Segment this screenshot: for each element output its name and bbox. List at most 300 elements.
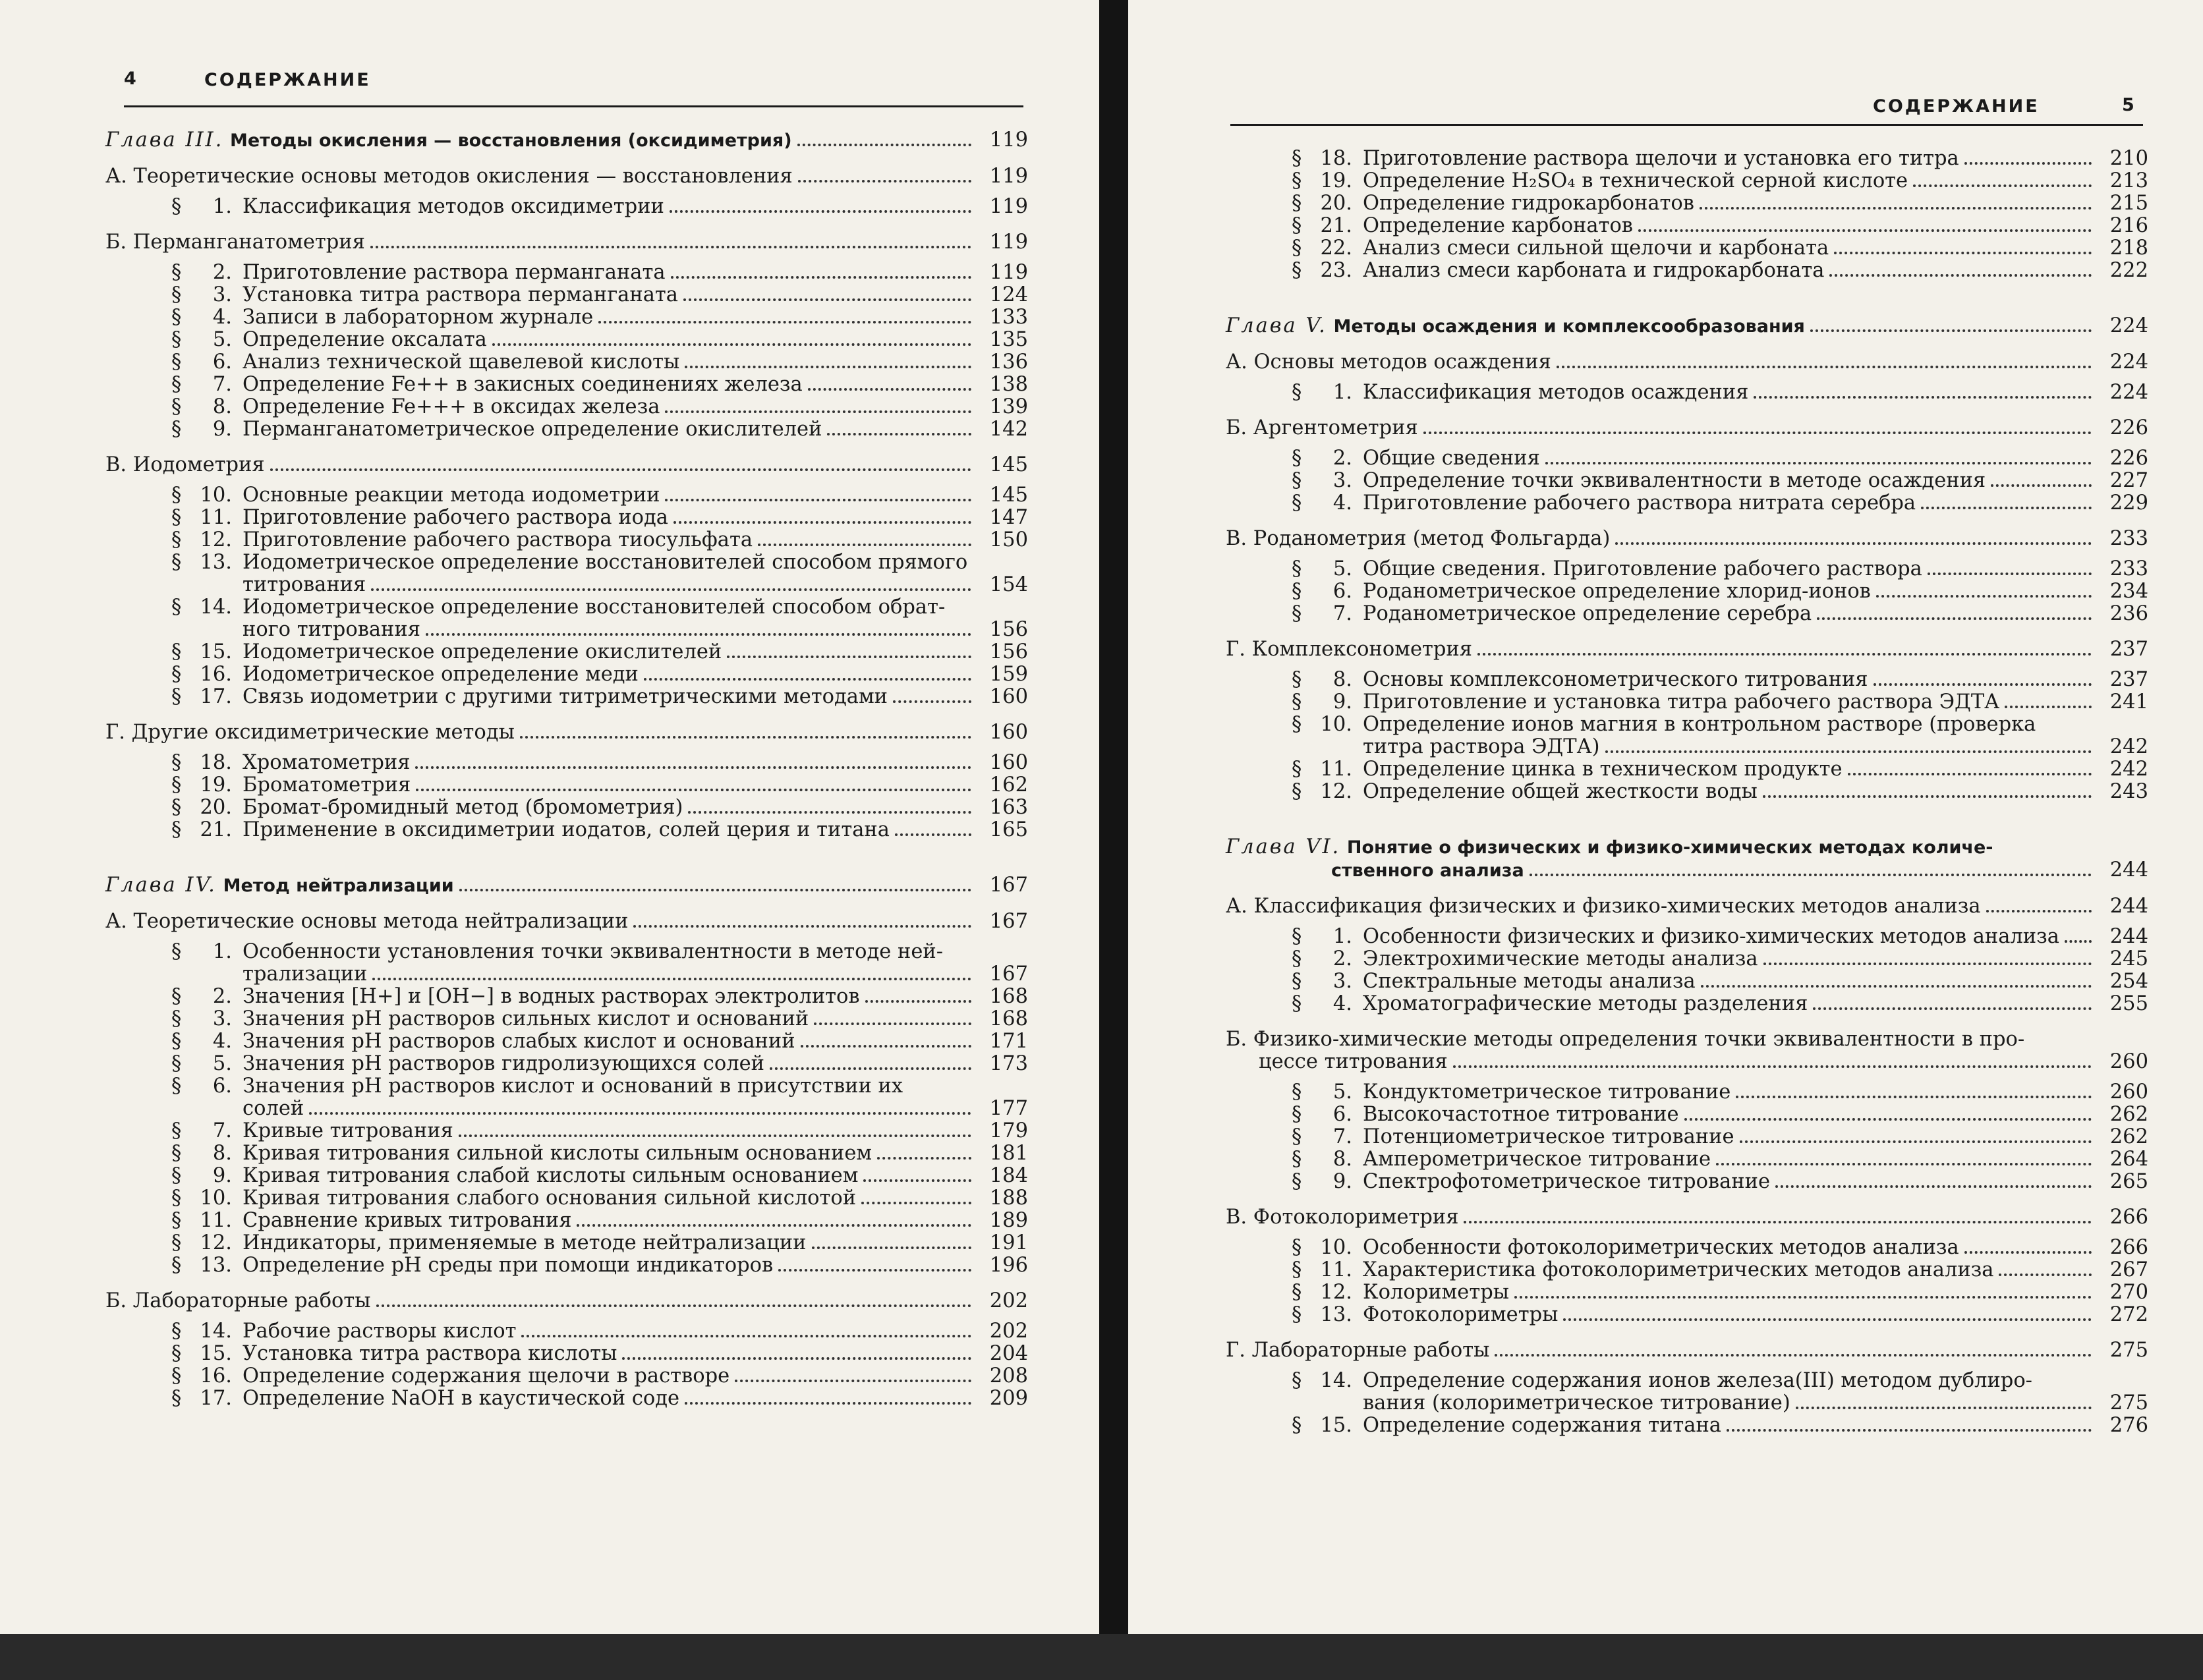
toc-section — [1226, 148, 2148, 170]
section-title: вания (колориметрическое титрование) — [1363, 1391, 1790, 1414]
toc-section — [1226, 1148, 2148, 1171]
section-line — [1363, 170, 2148, 192]
section-symbol: § — [171, 1164, 182, 1187]
section-list — [1226, 447, 2148, 515]
section-title: Особенности фотоколориметрических методов анализа — [1363, 1236, 1959, 1259]
section-body — [243, 418, 1028, 441]
toc-section — [105, 1075, 1028, 1120]
section-line — [1363, 1392, 2148, 1414]
section-title: Классификация методов оксидиметрии — [243, 195, 664, 218]
section-body — [1363, 1370, 2148, 1414]
section-symbol: § — [1292, 713, 1302, 736]
toc-section — [1226, 215, 2148, 237]
section-line — [243, 1142, 1028, 1165]
dot-leader — [416, 775, 971, 791]
chapter-title: Методы окисления — восстановления (оксидиметрия) — [229, 130, 792, 151]
page-ref: 173 — [989, 1052, 1028, 1075]
group-title: А. Основы методов осаждения — [1226, 350, 1551, 374]
toc-section — [105, 1320, 1028, 1343]
dot-leader — [1913, 171, 2092, 187]
dot-leader — [1817, 603, 2092, 620]
group-heading-cont — [1226, 1051, 2148, 1073]
page-ref: 177 — [989, 1097, 1028, 1120]
group-title: А. Теоретические основы метода нейтрализации — [105, 910, 629, 933]
toc-chapter — [1226, 836, 2148, 1437]
group-heading — [1226, 417, 2148, 439]
section-line — [243, 396, 1028, 418]
toc-section — [1226, 260, 2148, 282]
section-title: Кривая титрования слабого основания сильной кислотой — [243, 1187, 857, 1210]
section-body — [1363, 492, 2148, 515]
dot-leader — [1701, 971, 2092, 988]
toc-section — [1226, 558, 2148, 580]
section-number: 21. — [1320, 214, 1352, 237]
dot-leader — [270, 455, 971, 471]
dot-leader — [1921, 493, 2092, 509]
section-line — [243, 574, 1028, 596]
section-line — [1363, 492, 2148, 515]
section-symbol: § — [171, 484, 182, 507]
section-body — [243, 306, 1028, 329]
section-number: 9. — [212, 1164, 232, 1187]
page-ref: 150 — [989, 528, 1028, 551]
section-body — [243, 1210, 1028, 1232]
section-number: 20. — [200, 796, 232, 819]
section-symbol: § — [1292, 1369, 1302, 1392]
group-heading — [1226, 1028, 2148, 1051]
dot-leader — [2005, 692, 2092, 708]
dot-leader — [1964, 148, 2092, 165]
section-symbol: § — [1292, 214, 1302, 237]
page-ref: 266 — [2109, 1236, 2148, 1259]
section-number: 12. — [200, 528, 232, 551]
dot-leader — [798, 166, 971, 182]
section-title: Определение оксалата — [243, 328, 487, 351]
toc-chapter — [1226, 315, 2148, 803]
scan-bottom-edge — [0, 1634, 2203, 1680]
dot-leader — [1874, 669, 2092, 686]
section-symbol: § — [1292, 925, 1302, 948]
section-line — [243, 686, 1028, 708]
group-title: Б. Аргентометрия — [1226, 416, 1418, 439]
section-line — [243, 306, 1028, 329]
right-table-of-contents — [1226, 148, 2148, 1437]
section-body — [1363, 148, 2148, 170]
chapter-heading — [1226, 315, 2148, 338]
section-number: 4. — [1332, 491, 1352, 515]
section-title: Приготовление рабочего раствора нитрата серебра — [1363, 491, 1916, 515]
section-body — [1363, 192, 2148, 215]
section-body — [1363, 1414, 2148, 1437]
toc-section — [1226, 1370, 2148, 1414]
toc-section — [105, 641, 1028, 663]
dot-leader — [1834, 238, 2092, 254]
section-title: Бромат-бромидный метод (бромометрия) — [243, 796, 683, 819]
section-title: Электрохимические методы анализа — [1363, 947, 1758, 970]
section-body — [243, 507, 1028, 529]
page-ref: 167 — [989, 963, 1028, 986]
dot-leader — [1754, 382, 2092, 399]
section-symbol: § — [1292, 557, 1302, 580]
section-number: 1. — [1332, 381, 1352, 404]
section-body — [1363, 714, 2148, 758]
right-header-rule — [1230, 124, 2143, 126]
dot-leader — [685, 352, 971, 368]
group-heading — [1226, 528, 2148, 550]
section-symbol: § — [171, 528, 182, 551]
section-body — [243, 1254, 1028, 1277]
page-ref: 224 — [2109, 350, 2148, 374]
page-ref: 154 — [989, 573, 1028, 596]
dot-leader — [1514, 1282, 2092, 1299]
page-ref: 275 — [2109, 1391, 2148, 1414]
section-number: 8. — [212, 1142, 232, 1165]
section-list — [105, 262, 1028, 441]
section-symbol: § — [171, 1254, 182, 1277]
group-title: Г. Комплексонометрия — [1226, 638, 1472, 661]
section-line — [1363, 381, 2148, 404]
dot-leader — [1423, 418, 2092, 434]
section-list — [1226, 1370, 2148, 1437]
section-number: 23. — [1320, 259, 1352, 282]
page-ref: 241 — [2109, 690, 2148, 714]
dot-leader — [1964, 1237, 2092, 1254]
section-number: 4. — [1332, 992, 1352, 1015]
section-symbol: § — [1292, 192, 1302, 215]
dot-leader — [673, 507, 971, 524]
section-title: Определение pH среды при помощи индикаторов — [243, 1254, 774, 1277]
dot-leader — [1829, 260, 2092, 277]
page-ref: 160 — [989, 751, 1028, 774]
section-line — [243, 1320, 1028, 1343]
group-title: В. Иодометрия — [105, 453, 265, 476]
chapter-heading — [1226, 836, 2148, 859]
section-list — [105, 1320, 1028, 1410]
section-line — [243, 1343, 1028, 1365]
section-line — [1363, 1414, 2148, 1437]
section-number: 8. — [212, 395, 232, 418]
section-list — [1226, 1237, 2148, 1326]
section-symbol: § — [1292, 1148, 1302, 1171]
dot-leader — [644, 664, 971, 681]
section-body — [1363, 170, 2148, 192]
page-ref: 216 — [2109, 214, 2148, 237]
toc-section — [105, 1142, 1028, 1165]
page-ref: 188 — [989, 1187, 1028, 1210]
section-title: Приготовление и установка титра рабочего раствора ЭДТА — [1363, 690, 2000, 714]
toc-section — [105, 396, 1028, 418]
page-ref: 163 — [989, 796, 1028, 819]
section-body — [243, 986, 1028, 1008]
page-ref: 226 — [2109, 447, 2148, 470]
page-ref: 266 — [2109, 1206, 2148, 1229]
page-ref: 267 — [2109, 1258, 2148, 1281]
toc-section — [105, 484, 1028, 507]
section-title: Высокочастотное титрование — [1363, 1103, 1679, 1126]
section-symbol: § — [1292, 1170, 1302, 1193]
group-heading — [105, 910, 1028, 933]
page-ref: 243 — [2109, 780, 2148, 803]
section-symbol: § — [171, 818, 182, 841]
dot-leader — [665, 485, 971, 501]
section-number: 3. — [212, 1007, 232, 1030]
dot-leader — [492, 329, 971, 346]
section-body — [243, 374, 1028, 396]
page-ref: 138 — [989, 373, 1028, 396]
section-symbol: § — [171, 551, 182, 574]
dot-leader — [521, 1321, 971, 1337]
section-line — [243, 374, 1028, 396]
dot-leader — [735, 1366, 971, 1382]
dot-leader — [459, 1121, 971, 1137]
page-ref: 222 — [2109, 259, 2148, 282]
section-number: 15. — [200, 640, 232, 663]
page-ref: 233 — [2109, 527, 2148, 550]
section-line — [243, 418, 1028, 441]
section-line — [243, 196, 1028, 218]
section-title: Записи в лабораторном журнале — [243, 306, 594, 329]
section-symbol: § — [171, 506, 182, 529]
section-number: 15. — [1320, 1414, 1352, 1437]
section-list — [1226, 669, 2148, 803]
left-running-header: СОДЕРЖАНИЕ — [204, 70, 371, 90]
section-body — [1363, 691, 2148, 714]
group-title: Б. Перманганатометрия — [105, 231, 365, 254]
section-symbol: § — [171, 1187, 182, 1210]
section-title: Значения pH растворов слабых кислот и оснований — [243, 1030, 795, 1053]
section-body — [243, 551, 1028, 596]
page-ref: 227 — [2109, 469, 2148, 492]
section-symbol: § — [171, 940, 182, 963]
section-title: Кривая титрования слабой кислоты сильным основанием — [243, 1164, 859, 1187]
chapter-title-cont: ственного анализа — [1331, 860, 1524, 881]
dot-leader — [1810, 316, 2092, 332]
section-number: 6. — [1332, 1103, 1352, 1126]
toc-section — [105, 351, 1028, 374]
section-title: Определение H₂SO₄ в технической серной кислоте — [1363, 169, 1908, 192]
section-number: 10. — [1320, 713, 1352, 736]
toc-section — [1226, 970, 2148, 993]
section-symbol: § — [1292, 1080, 1302, 1104]
toc-group — [1226, 1206, 2148, 1326]
section-body — [1363, 1259, 2148, 1281]
section-title: Индикаторы, применяемые в методе нейтрализации — [243, 1231, 807, 1254]
section-body — [1363, 1104, 2148, 1126]
section-symbol: § — [1292, 447, 1302, 470]
section-line — [1363, 669, 2148, 691]
toc-section — [105, 1120, 1028, 1142]
page-ref: 265 — [2109, 1170, 2148, 1193]
section-symbol: § — [1292, 491, 1302, 515]
section-body — [243, 1030, 1028, 1053]
section-symbol: § — [171, 1387, 182, 1410]
toc-section — [105, 1165, 1028, 1187]
section-line — [243, 596, 1028, 619]
section-title: Рабочие растворы кислот — [243, 1320, 517, 1343]
section-line — [243, 1210, 1028, 1232]
toc-section — [1226, 237, 2148, 260]
section-symbol: § — [171, 395, 182, 418]
chapter-label: Глава IV. — [105, 874, 217, 897]
page-ref: 264 — [2109, 1148, 2148, 1171]
page-ref: 133 — [989, 306, 1028, 329]
section-title: Основы комплексонометрического титрования — [1363, 668, 1868, 691]
section-number: 6. — [1332, 580, 1352, 603]
dot-leader — [376, 1291, 971, 1307]
page-ref: 229 — [2109, 491, 2148, 515]
page-ref: 119 — [989, 195, 1028, 218]
page-ref: 242 — [2109, 758, 2148, 781]
section-symbol: § — [1292, 580, 1302, 603]
section-title: Амперометрическое титрование — [1363, 1148, 1711, 1171]
toc-section — [105, 1232, 1028, 1254]
section-title: Общие сведения — [1363, 447, 1540, 470]
section-line — [243, 1254, 1028, 1277]
section-line — [1363, 447, 2148, 470]
section-number: 10. — [200, 484, 232, 507]
section-body — [243, 686, 1028, 708]
section-number: 3. — [212, 283, 232, 306]
page-ref: 244 — [2109, 858, 2148, 882]
section-number: 5. — [1332, 1080, 1352, 1104]
dot-leader — [1530, 860, 2092, 876]
section-line — [243, 774, 1028, 797]
section-number: 18. — [200, 751, 232, 774]
section-number: 7. — [1332, 602, 1352, 625]
section-number: 4. — [212, 306, 232, 329]
section-title: Иодометрическое определение окислителей — [243, 640, 722, 663]
group-title: Г. Другие оксидиметрические методы — [105, 721, 515, 744]
section-body — [1363, 260, 2148, 282]
section-line — [243, 1365, 1028, 1387]
page-ref: 209 — [989, 1387, 1028, 1410]
dot-leader — [1464, 1207, 2092, 1223]
page-ref: 262 — [2109, 1125, 2148, 1148]
section-number: 17. — [200, 685, 232, 708]
dot-leader — [797, 130, 971, 146]
section-body — [1363, 1126, 2148, 1148]
section-line — [1363, 758, 2148, 781]
section-title: титрования — [243, 573, 366, 596]
group-title: А. Теоретические основы методов окисления — восстановления — [105, 165, 793, 188]
section-symbol: § — [171, 985, 182, 1008]
section-body — [1363, 970, 2148, 993]
section-symbol: § — [1292, 758, 1302, 781]
dot-leader — [372, 964, 971, 980]
section-line — [1363, 470, 2148, 492]
page-ref: 236 — [2109, 602, 2148, 625]
page-ref: 208 — [989, 1364, 1028, 1387]
section-line — [1363, 1126, 2148, 1148]
section-symbol: § — [1292, 947, 1302, 970]
section-list — [105, 941, 1028, 1277]
section-body — [1363, 948, 2148, 970]
section-body — [1363, 470, 2148, 492]
section-symbol: § — [1292, 381, 1302, 404]
section-title: Определение NaOH в каустической соде — [243, 1387, 680, 1410]
page-ref: 255 — [2109, 992, 2148, 1015]
section-symbol: § — [1292, 780, 1302, 803]
section-number: 7. — [1332, 1125, 1352, 1148]
section-title: Определение точки эквивалентности в методе осаждения — [1363, 469, 1986, 492]
dot-leader — [671, 262, 972, 279]
group-heading — [105, 1290, 1028, 1312]
section-line — [1363, 948, 2148, 970]
toc-section — [105, 551, 1028, 596]
section-title: Определение Fe+++ в оксидах железа — [243, 395, 660, 418]
section-body — [243, 262, 1028, 284]
section-title: Определение содержания щелочи в растворе — [243, 1364, 730, 1387]
section-symbol: § — [171, 1364, 182, 1387]
group-heading — [105, 231, 1028, 254]
section-title: Колориметры — [1363, 1281, 1510, 1304]
toc-section — [105, 1008, 1028, 1030]
section-line — [243, 963, 1028, 986]
section-symbol: § — [1292, 1303, 1302, 1326]
page-ref: 191 — [989, 1231, 1028, 1254]
section-title: Хроматометрия — [243, 751, 411, 774]
page-ref: 184 — [989, 1164, 1028, 1187]
page-ref: 168 — [989, 1007, 1028, 1030]
section-number: 15. — [200, 1342, 232, 1365]
section-line — [1363, 1281, 2148, 1304]
section-body — [1363, 1171, 2148, 1193]
page-ref: 234 — [2109, 580, 2148, 603]
section-number: 9. — [1332, 1170, 1352, 1193]
section-body — [1363, 381, 2148, 404]
dot-leader — [426, 619, 971, 636]
section-line — [243, 1120, 1028, 1142]
section-title: ного титрования — [243, 618, 420, 641]
section-line — [1363, 691, 2148, 714]
dot-leader — [370, 232, 971, 248]
section-number: 5. — [212, 1052, 232, 1075]
section-number: 1. — [1332, 925, 1352, 948]
section-line — [1363, 260, 2148, 282]
section-body — [243, 529, 1028, 551]
dot-leader — [861, 1188, 971, 1204]
section-symbol: § — [171, 1030, 182, 1053]
section-title: Роданометрическое определение серебра — [1363, 602, 1812, 625]
page-ref: 275 — [2109, 1339, 2148, 1362]
section-body — [1363, 1237, 2148, 1259]
group-heading — [1226, 1339, 2148, 1362]
toc-section — [105, 663, 1028, 686]
section-line — [243, 1232, 1028, 1254]
page-ref: 145 — [989, 453, 1028, 476]
page-ref: 167 — [989, 910, 1028, 933]
section-body — [243, 819, 1028, 841]
section-number: 19. — [1320, 169, 1352, 192]
section-line — [243, 819, 1028, 841]
dot-leader — [633, 911, 971, 928]
section-number: 14. — [200, 596, 232, 619]
section-line — [243, 641, 1028, 663]
toc-group — [1226, 528, 2148, 625]
group-heading — [105, 454, 1028, 476]
section-line — [243, 1387, 1028, 1410]
section-line — [1363, 237, 2148, 260]
section-title: Характеристика фотоколориметрических методов анализа — [1363, 1258, 1994, 1281]
section-symbol: § — [171, 1231, 182, 1254]
dot-leader — [1986, 896, 2092, 912]
section-body — [1363, 215, 2148, 237]
toc-section — [105, 1053, 1028, 1075]
dot-leader — [459, 875, 971, 891]
page-ref: 139 — [989, 395, 1028, 418]
dot-leader — [622, 1343, 971, 1360]
section-symbol: § — [1292, 1414, 1302, 1437]
